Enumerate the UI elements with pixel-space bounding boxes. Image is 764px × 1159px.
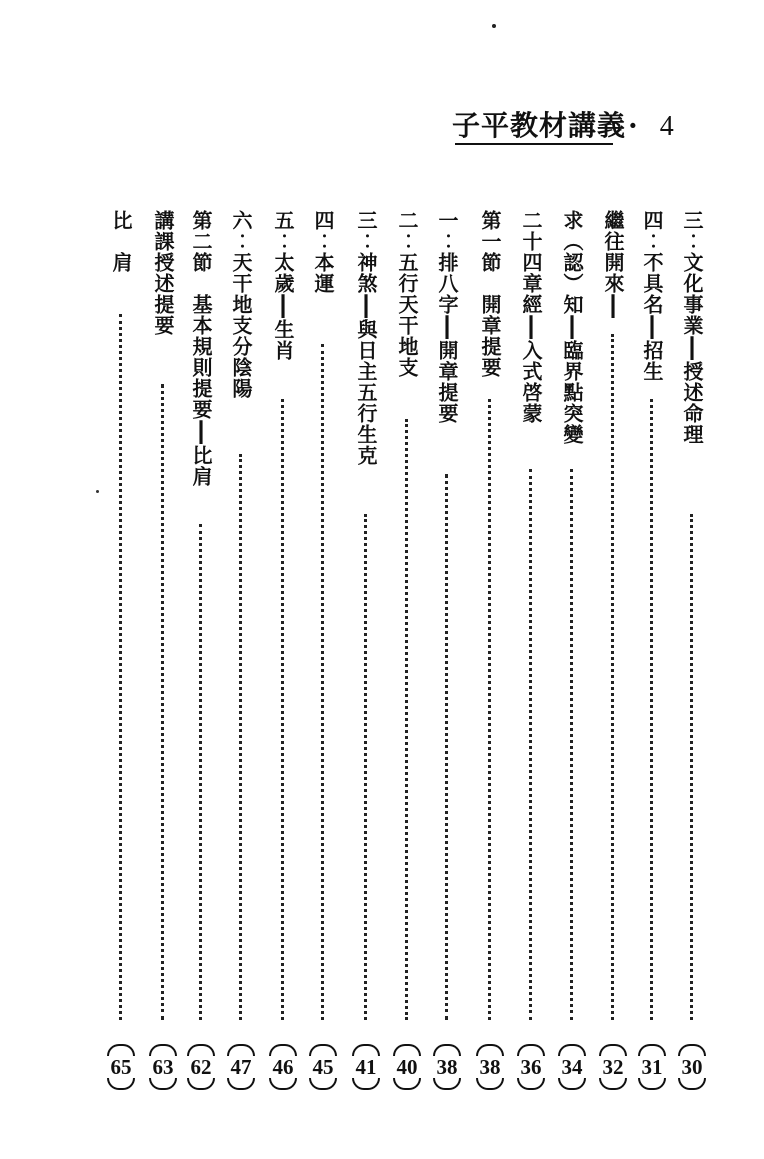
dot-leader bbox=[488, 399, 491, 1020]
toc-page-number: 31 bbox=[632, 1044, 672, 1090]
toc-entry-label: 第一節 開章提要 bbox=[478, 210, 502, 378]
toc-page-number: 41 bbox=[346, 1044, 386, 1090]
dot-leader bbox=[611, 334, 614, 1020]
book-title: 子平教材講義 bbox=[452, 109, 627, 142]
toc-entry-label: 三︰神煞┃與日主五行生克 bbox=[354, 210, 378, 466]
toc-page-number: 45 bbox=[303, 1044, 343, 1090]
toc-page-number: 30 bbox=[672, 1044, 712, 1090]
toc-page-number: 65 bbox=[101, 1044, 141, 1090]
dot-leader bbox=[570, 469, 573, 1020]
toc-entry-label: 比 肩 bbox=[109, 210, 133, 273]
dot-leader bbox=[281, 399, 284, 1020]
toc-entry-label: 四︰本運 bbox=[311, 210, 335, 294]
toc-page-number: 38 bbox=[427, 1044, 467, 1090]
toc-page-number: 47 bbox=[221, 1044, 261, 1090]
dot-leader bbox=[405, 419, 408, 1020]
toc-entry-label: 第二節 基本規則提要┃比肩 bbox=[189, 210, 213, 487]
toc-entry-label: 二︰五行天干地支 bbox=[395, 210, 419, 378]
dot-leader bbox=[161, 384, 164, 1020]
toc-entry-label: 六︰天干地支分陰陽 bbox=[229, 210, 253, 399]
print-speck bbox=[161, 697, 164, 700]
title-separator: · bbox=[628, 109, 638, 142]
dot-leader bbox=[445, 474, 448, 1020]
toc-page-number: 63 bbox=[143, 1044, 183, 1090]
dot-leader bbox=[690, 514, 693, 1020]
toc-entry-label: 五︰太歲┃生肖 bbox=[271, 210, 295, 361]
dot-leader bbox=[364, 514, 367, 1020]
dot-leader bbox=[199, 524, 202, 1020]
dot-leader bbox=[239, 454, 242, 1020]
dot-leader bbox=[650, 399, 653, 1020]
running-header bbox=[452, 104, 674, 144]
dot-leader bbox=[119, 314, 122, 1020]
toc-entry-label: 四︰不具名┃招生 bbox=[640, 210, 664, 382]
print-speck bbox=[96, 490, 99, 493]
toc-page-number: 46 bbox=[263, 1044, 303, 1090]
toc-page-number: 38 bbox=[470, 1044, 510, 1090]
toc-entry-label: 講課授述提要 bbox=[151, 210, 175, 336]
dot-leader bbox=[529, 469, 532, 1020]
toc-page-number: 62 bbox=[181, 1044, 221, 1090]
toc-entry-label: 三︰文化事業┃授述命理 bbox=[680, 210, 704, 445]
dot-leader bbox=[321, 344, 324, 1020]
page-number: 4 bbox=[659, 111, 674, 142]
toc-page-number: 32 bbox=[593, 1044, 633, 1090]
toc-page-number: 36 bbox=[511, 1044, 551, 1090]
toc-entry-label: 二十四章經┃入式啓蒙 bbox=[519, 210, 543, 424]
toc-page-number: 34 bbox=[552, 1044, 592, 1090]
top-speck bbox=[492, 24, 496, 28]
header-rule bbox=[455, 143, 613, 145]
toc-entry-label: 求︵認︶知┃臨界點突變 bbox=[560, 210, 584, 445]
toc-entry-label: 一︰排八字┃開章提要 bbox=[435, 210, 459, 424]
toc-page-number: 40 bbox=[387, 1044, 427, 1090]
toc-entry-label: 繼往開來┃ bbox=[601, 210, 625, 319]
